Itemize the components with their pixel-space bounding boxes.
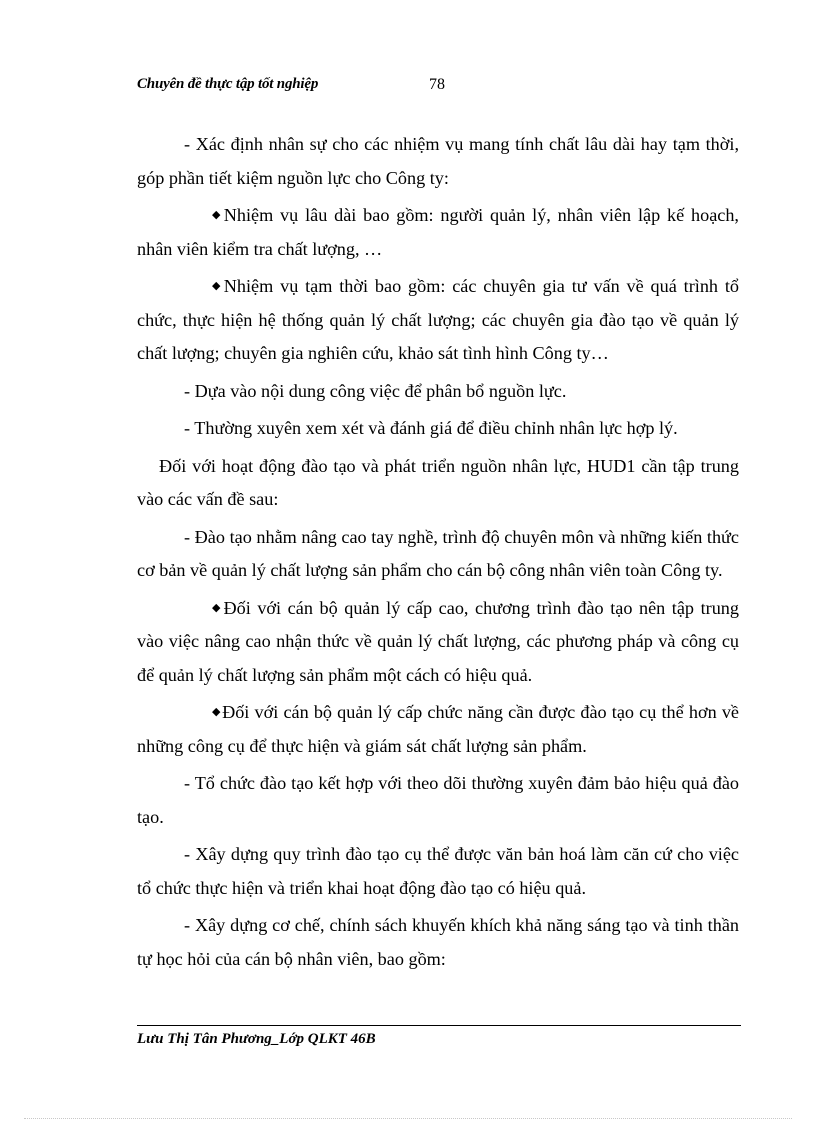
running-header-title: Chuyên đề thực tập tốt nghiệp — [137, 76, 319, 92]
paragraph-training-procedure: - Xây dựng quy trình đào tạo cụ thể được văn bản hoá làm căn cứ cho việc tổ chức thực hiện và triển khai hoạt động đào tạo có hiệu quả. — [137, 844, 739, 898]
paragraph-incentive-policy: - Xây dựng cơ chế, chính sách khuyến khích khả năng sáng tạo và tinh thần tự học hỏi của cán bộ nhân viên, bao gồm: — [137, 915, 739, 969]
paragraph-training-intro: Đối với hoạt động đào tạo và phát triển nguồn nhân lực, HUD1 cần tập trung vào các vấn đề sau: — [137, 455, 739, 509]
page-number: 78 — [429, 76, 445, 93]
bullet-item-functional-managers — [137, 696, 739, 763]
paragraph-staffing-tasks: - Xác định nhân sự cho các nhiệm vụ mang tính chất lâu dài hay tạm thời, góp phần tiết kiệm nguồn lực cho Công ty: — [137, 134, 739, 188]
paragraph-review-staffing: - Thường xuyên xem xét và đánh giá để điều chỉnh nhân lực hợp lý. — [184, 418, 678, 438]
bullet-text: Đối với cán bộ quản lý cấp cao, chương trình đào tạo nên tập trung vào việc nâng cao nhận thức về quản lý chất lượng, các phương pháp và công cụ để quản lý chất lượng sản phẩm một cách có hiệu quả. — [137, 597, 739, 685]
bullet-item-long-term — [137, 199, 739, 266]
footer-divider — [137, 1025, 741, 1026]
bullet-item-senior-managers — [137, 592, 739, 693]
bullet-diamond-icon: ◆ — [212, 706, 222, 718]
paragraph-resource-allocation: - Dựa vào nội dung công việc để phân bổ nguồn lực. — [184, 380, 567, 401]
bullet-item-temporary — [137, 270, 739, 371]
page-boundary — [24, 1118, 792, 1119]
bullet-text: Đối với cán bộ quản lý cấp chức năng cần được đào tạo cụ thể hơn về những công cụ để thực hiện và giám sát chất lượng sản phẩm. — [137, 702, 739, 756]
bullet-diamond-icon: ◆ — [212, 601, 223, 614]
bullet-diamond-icon: ◆ — [212, 280, 223, 292]
paragraph-training-monitoring: - Tổ chức đào tạo kết hợp với theo dõi thường xuyên đảm bảo hiệu quả đào tạo. — [137, 773, 739, 827]
bullet-text: Nhiệm vụ tạm thời bao gồm: các chuyên gia tư vấn về quá trình tổ chức, thực hiện hệ thống quản lý chất lượng; các chuyên gia đào tạo về quản lý chất lượng; chuyên gia nghiên cứu, khảo sát tình hình Công ty… — [137, 276, 739, 363]
paragraph-training-skills: - Đào tạo nhằm nâng cao tay nghề, trình độ chuyên môn và những kiến thức cơ bản về quản lý chất lượng sản phẩm cho cán bộ công nhân viên toàn Công ty. — [137, 526, 739, 580]
bullet-diamond-icon: ◆ — [212, 209, 223, 221]
running-footer-author: Lưu Thị Tân Phương_Lớp QLKT 46B — [137, 1031, 376, 1047]
bullet-text: Nhiệm vụ lâu dài bao gồm: người quản lý, nhân viên lập kế hoạch, nhân viên kiểm tra chất lượng, … — [137, 205, 739, 259]
document-body — [137, 128, 739, 980]
